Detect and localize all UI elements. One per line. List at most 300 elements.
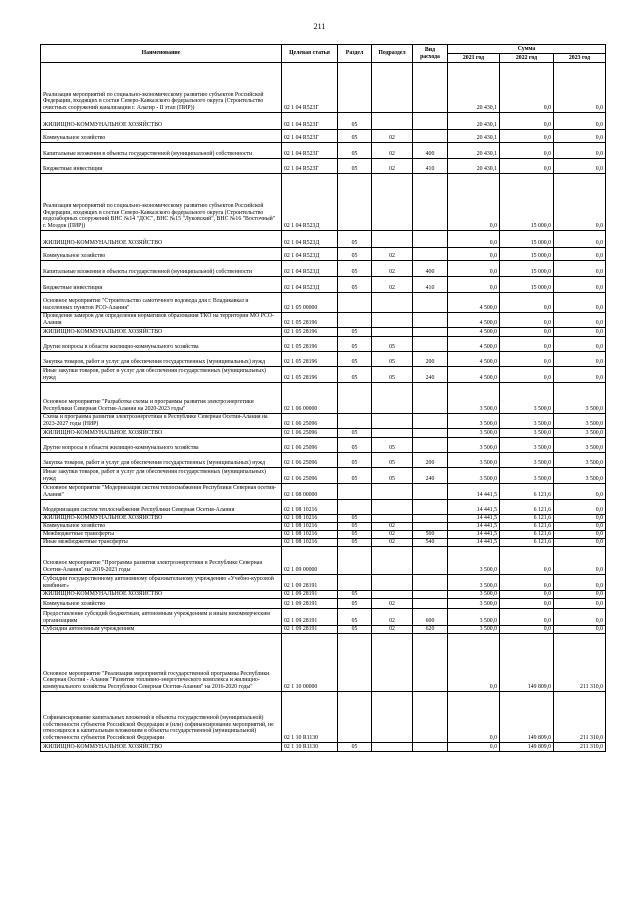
row-subsection: 05 bbox=[372, 337, 413, 352]
row-sum-2021: 20 430,1 bbox=[448, 63, 500, 113]
row-section: 05 bbox=[338, 143, 372, 159]
table-row bbox=[41, 383, 606, 414]
row-sum-2022: 3 500,0 bbox=[500, 383, 554, 414]
table-row bbox=[41, 328, 606, 337]
table-row bbox=[41, 453, 606, 468]
row-target-code: 02 1 04 R523Д bbox=[282, 231, 338, 248]
row-sum-2022: 149 809,0 bbox=[500, 692, 554, 743]
row-sum-2022: 6 121,6 bbox=[500, 539, 554, 547]
row-sum-2021: 0,0 bbox=[448, 277, 500, 293]
row-sum-2022: 0,0 bbox=[500, 547, 554, 575]
row-subsection: 02 bbox=[372, 130, 413, 143]
row-name: Субсидии автономным учреждениям bbox=[41, 626, 282, 634]
row-section: 05 bbox=[338, 599, 372, 609]
table-row bbox=[41, 484, 606, 500]
row-sum-2023: 0,0 bbox=[554, 248, 606, 261]
row-target-code: 02 1 04 R523Д bbox=[282, 174, 338, 231]
row-target-code: 02 1 04 R523Д bbox=[282, 261, 338, 277]
row-sum-2022: 15 000,0 bbox=[500, 248, 554, 261]
row-target-code: 02 1 08 00000 bbox=[282, 484, 338, 500]
row-sum-2023: 0,0 bbox=[554, 539, 606, 547]
row-target-code: 02 1 08 10216 bbox=[282, 515, 338, 523]
table-row bbox=[41, 575, 606, 591]
row-section bbox=[338, 575, 372, 591]
header-year-2022: 2022 год bbox=[500, 54, 554, 63]
row-target-code: 02 1 09 28191 bbox=[282, 575, 338, 591]
row-expense-type: 240 bbox=[413, 367, 448, 383]
table-row bbox=[41, 231, 606, 248]
row-sum-2023: 0,0 bbox=[554, 591, 606, 599]
row-section: 05 bbox=[338, 113, 372, 130]
row-name: Предоставление субсидий бюджетным, автономным учреждениям и иным некоммерческим организациям bbox=[41, 609, 282, 626]
row-target-code: 02 1 05 00000 bbox=[282, 293, 338, 313]
row-subsection bbox=[372, 293, 413, 313]
row-target-code: 02 1 06 25096 bbox=[282, 438, 338, 453]
page-number: 211 bbox=[313, 22, 326, 31]
row-name: Межбюджетные трансферты bbox=[41, 531, 282, 539]
row-sum-2021: 14 441,5 bbox=[448, 515, 500, 523]
header-year-2023: 2023 год bbox=[554, 54, 606, 63]
row-subsection bbox=[372, 429, 413, 438]
row-name: Иные закупки товаров, работ и услуг для обеспечения государственных (муниципальных) нужд bbox=[41, 468, 282, 484]
row-subsection: 05 bbox=[372, 468, 413, 484]
row-name: Иные закупки товаров, работ и услуг для обеспечения государственных (муниципальных) нужд bbox=[41, 367, 282, 383]
row-subsection: 05 bbox=[372, 367, 413, 383]
row-sum-2021: 14 441,5 bbox=[448, 531, 500, 539]
row-expense-type bbox=[413, 438, 448, 453]
row-section: 05 bbox=[338, 159, 372, 174]
row-section: 05 bbox=[338, 523, 372, 531]
row-subsection: 02 bbox=[372, 143, 413, 159]
row-sum-2022: 15 000,0 bbox=[500, 174, 554, 231]
header-expense-type: Вид расхода bbox=[413, 45, 448, 63]
row-name: Основное мероприятие "Модернизация систем теплоснабжения Республики Северная осетия-Алания" bbox=[41, 484, 282, 500]
row-section bbox=[338, 634, 372, 692]
row-target-code: 02 1 09 28191 bbox=[282, 591, 338, 599]
row-sum-2023: 3 500,0 bbox=[554, 468, 606, 484]
row-name: Основное мероприятие "Строительство самотечного водовода для г. Владикавказ и населенных пунктов РСО-Алания" bbox=[41, 293, 282, 313]
row-sum-2021: 4 500,0 bbox=[448, 352, 500, 367]
row-subsection bbox=[372, 383, 413, 414]
row-sum-2021: 14 441,5 bbox=[448, 500, 500, 515]
row-sum-2022: 0,0 bbox=[500, 626, 554, 634]
row-sum-2022: 15 000,0 bbox=[500, 277, 554, 293]
row-sum-2022: 0,0 bbox=[500, 599, 554, 609]
row-name: Другие вопросы в области жилищно-коммунального хозяйства bbox=[41, 438, 282, 453]
row-section bbox=[338, 293, 372, 313]
row-sum-2022: 6 121,6 bbox=[500, 484, 554, 500]
row-name: Коммунальное хозяйство bbox=[41, 599, 282, 609]
row-subsection: 02 bbox=[372, 599, 413, 609]
row-sum-2023: 0,0 bbox=[554, 484, 606, 500]
row-sum-2021: 0,0 bbox=[448, 743, 500, 752]
row-target-code: 02 1 05 28196 bbox=[282, 313, 338, 328]
table-row bbox=[41, 277, 606, 293]
row-name: Иные межбюджетные трансферты bbox=[41, 539, 282, 547]
row-sum-2023: 211 310,0 bbox=[554, 743, 606, 752]
row-name: Основное мероприятие "Программа развития электроэнергетики в Республике Северная Осетия-Алания" на 2019-2023 годы bbox=[41, 547, 282, 575]
row-subsection bbox=[372, 313, 413, 328]
row-target-code: 02 1 05 28196 bbox=[282, 367, 338, 383]
row-section: 05 bbox=[338, 539, 372, 547]
table-body bbox=[41, 63, 606, 752]
row-subsection: 02 bbox=[372, 277, 413, 293]
row-sum-2023: 211 310,0 bbox=[554, 634, 606, 692]
row-section bbox=[338, 547, 372, 575]
row-name: ЖИЛИЩНО-КОММУНАЛЬНОЕ ХОЗЯЙСТВО bbox=[41, 429, 282, 438]
row-expense-type: 600 bbox=[413, 609, 448, 626]
table-row bbox=[41, 429, 606, 438]
row-target-code: 02 1 06 25096 bbox=[282, 429, 338, 438]
row-subsection: 05 bbox=[372, 438, 413, 453]
row-sum-2021: 0,0 bbox=[448, 261, 500, 277]
row-section: 05 bbox=[338, 453, 372, 468]
row-target-code: 02 1 04 R523Г bbox=[282, 130, 338, 143]
row-expense-type: 540 bbox=[413, 539, 448, 547]
row-name: Схема и программа развития электроэнергетики в Республике Северная Осетия-Алания на 2023-2027 годы (НИР) bbox=[41, 414, 282, 429]
row-sum-2021: 4 500,0 bbox=[448, 293, 500, 313]
row-expense-type bbox=[413, 500, 448, 515]
row-subsection bbox=[372, 692, 413, 743]
row-sum-2022: 3 500,0 bbox=[500, 429, 554, 438]
row-sum-2023: 3 500,0 bbox=[554, 429, 606, 438]
row-target-code: 02 1 04 R523Г bbox=[282, 63, 338, 113]
row-sum-2022: 0,0 bbox=[500, 113, 554, 130]
row-sum-2023: 0,0 bbox=[554, 293, 606, 313]
row-sum-2022: 3 500,0 bbox=[500, 414, 554, 429]
table-row bbox=[41, 174, 606, 231]
row-expense-type: 410 bbox=[413, 277, 448, 293]
row-name: ЖИЛИЩНО-КОММУНАЛЬНОЕ ХОЗЯЙСТВО bbox=[41, 591, 282, 599]
row-section: 05 bbox=[338, 328, 372, 337]
row-sum-2022: 0,0 bbox=[500, 63, 554, 113]
row-subsection bbox=[372, 575, 413, 591]
row-section: 05 bbox=[338, 367, 372, 383]
row-section: 05 bbox=[338, 231, 372, 248]
row-section: 05 bbox=[338, 591, 372, 599]
row-target-code: 02 1 09 28191 bbox=[282, 609, 338, 626]
row-section: 05 bbox=[338, 468, 372, 484]
row-target-code: 02 1 06 00000 bbox=[282, 383, 338, 414]
row-expense-type bbox=[413, 591, 448, 599]
row-sum-2023: 0,0 bbox=[554, 63, 606, 113]
row-expense-type bbox=[413, 429, 448, 438]
row-target-code: 02 1 08 10216 bbox=[282, 539, 338, 547]
table-row bbox=[41, 599, 606, 609]
row-expense-type: 620 bbox=[413, 626, 448, 634]
row-expense-type bbox=[413, 293, 448, 313]
row-expense-type bbox=[413, 523, 448, 531]
row-expense-type bbox=[413, 248, 448, 261]
row-sum-2022: 0,0 bbox=[500, 337, 554, 352]
row-expense-type bbox=[413, 575, 448, 591]
header-target: Целевая статья bbox=[282, 45, 338, 63]
table-row bbox=[41, 313, 606, 328]
row-expense-type: 240 bbox=[413, 468, 448, 484]
row-section: 05 bbox=[338, 429, 372, 438]
table-row bbox=[41, 500, 606, 515]
row-sum-2021: 0,0 bbox=[448, 634, 500, 692]
row-expense-type bbox=[413, 599, 448, 609]
table-row bbox=[41, 113, 606, 130]
row-sum-2023: 0,0 bbox=[554, 367, 606, 383]
table-row bbox=[41, 130, 606, 143]
row-subsection: 02 bbox=[372, 261, 413, 277]
row-section bbox=[338, 313, 372, 328]
row-sum-2021: 3 500,0 bbox=[448, 438, 500, 453]
row-target-code: 02 1 09 28191 bbox=[282, 599, 338, 609]
row-subsection bbox=[372, 484, 413, 500]
row-subsection bbox=[372, 63, 413, 113]
row-target-code: 02 1 04 R523Г bbox=[282, 113, 338, 130]
row-target-code: 02 1 05 28196 bbox=[282, 337, 338, 352]
row-sum-2023: 0,0 bbox=[554, 515, 606, 523]
row-sum-2023: 0,0 bbox=[554, 328, 606, 337]
table-row bbox=[41, 261, 606, 277]
table-row bbox=[41, 634, 606, 692]
row-sum-2023: 0,0 bbox=[554, 174, 606, 231]
row-target-code: 02 1 09 00000 bbox=[282, 547, 338, 575]
row-subsection: 05 bbox=[372, 352, 413, 367]
row-section: 05 bbox=[338, 438, 372, 453]
row-subsection bbox=[372, 743, 413, 752]
row-name: Закупка товаров, работ и услуг для обеспечения государственных (муниципальных) нужд bbox=[41, 352, 282, 367]
row-sum-2021: 3 500,0 bbox=[448, 591, 500, 599]
row-expense-type bbox=[413, 313, 448, 328]
row-section bbox=[338, 484, 372, 500]
row-sum-2021: 20 430,1 bbox=[448, 159, 500, 174]
row-sum-2021: 3 500,0 bbox=[448, 453, 500, 468]
table-row bbox=[41, 609, 606, 626]
row-sum-2021: 3 500,0 bbox=[448, 599, 500, 609]
row-name: Бюджетные инвестиции bbox=[41, 159, 282, 174]
table-row bbox=[41, 515, 606, 523]
table-row bbox=[41, 547, 606, 575]
row-sum-2021: 4 500,0 bbox=[448, 367, 500, 383]
row-sum-2021: 3 500,0 bbox=[448, 547, 500, 575]
row-name: ЖИЛИЩНО-КОММУНАЛЬНОЕ ХОЗЯЙСТВО bbox=[41, 231, 282, 248]
row-name: Реализация мероприятий по социально-экономическому развитию субъектов Российской Федерации, входящих в состав Северо-Кавказского федерального округа (Строительство очистных сооружений канализации г. Алагир - II этап (ПИР)) bbox=[41, 63, 282, 113]
row-sum-2023: 0,0 bbox=[554, 113, 606, 130]
row-section: 05 bbox=[338, 337, 372, 352]
row-sum-2021: 0,0 bbox=[448, 174, 500, 231]
row-sum-2022: 0,0 bbox=[500, 609, 554, 626]
row-subsection: 02 bbox=[372, 531, 413, 539]
row-target-code: 02 1 06 25096 bbox=[282, 414, 338, 429]
budget-table bbox=[40, 44, 606, 752]
row-sum-2023: 0,0 bbox=[554, 159, 606, 174]
row-expense-type bbox=[413, 515, 448, 523]
row-sum-2021: 4 500,0 bbox=[448, 313, 500, 328]
row-sum-2023: 211 310,0 bbox=[554, 692, 606, 743]
row-name: Софинансирование капитальных вложений в объекты государственной (муниципальной) собственности субъектов Российской Федерации и (или) софинансирование мероприятий, не относящихся к капитальным вложениям в объекты государственной (муниципальной) собственности субъектов Российской Федерации bbox=[41, 692, 282, 743]
row-sum-2023: 0,0 bbox=[554, 130, 606, 143]
row-sum-2022: 3 500,0 bbox=[500, 468, 554, 484]
row-sum-2021: 3 500,0 bbox=[448, 468, 500, 484]
row-name: Капитальные вложения в объекты государственной (муниципальной) собственности bbox=[41, 261, 282, 277]
row-target-code: 02 1 10 00000 bbox=[282, 634, 338, 692]
row-name: Коммунальное хозяйство bbox=[41, 130, 282, 143]
row-sum-2022: 15 000,0 bbox=[500, 261, 554, 277]
row-subsection: 02 bbox=[372, 626, 413, 634]
row-target-code: 02 1 04 R523Д bbox=[282, 277, 338, 293]
row-sum-2023: 3 500,0 bbox=[554, 414, 606, 429]
row-name: Коммунальное хозяйство bbox=[41, 523, 282, 531]
row-name: Основное мероприятие "Реализация мероприятий государственной программы Республики Северная Осетия - Алания "Развитие топливно-энергетического комплекса и жилищно-коммунального хозяйства Республики Северная Осетия-Алания" на 2016-2020 годы" bbox=[41, 634, 282, 692]
row-target-code: 02 1 04 R523Г bbox=[282, 143, 338, 159]
row-sum-2022: 0,0 bbox=[500, 130, 554, 143]
row-expense-type bbox=[413, 337, 448, 352]
row-expense-type bbox=[413, 130, 448, 143]
row-section: 05 bbox=[338, 248, 372, 261]
row-sum-2022: 0,0 bbox=[500, 367, 554, 383]
row-sum-2023: 0,0 bbox=[554, 337, 606, 352]
row-sum-2021: 3 500,0 bbox=[448, 575, 500, 591]
table-row bbox=[41, 692, 606, 743]
row-name: Другие вопросы в области жилищно-коммунального хозяйства bbox=[41, 337, 282, 352]
row-sum-2023: 0,0 bbox=[554, 352, 606, 367]
row-section bbox=[338, 383, 372, 414]
row-sum-2023: 0,0 bbox=[554, 261, 606, 277]
row-sum-2023: 3 500,0 bbox=[554, 438, 606, 453]
row-section: 05 bbox=[338, 130, 372, 143]
row-sum-2021: 20 430,1 bbox=[448, 130, 500, 143]
table-row bbox=[41, 159, 606, 174]
header-year-2021: 2021 год bbox=[448, 54, 500, 63]
row-sum-2023: 0,0 bbox=[554, 547, 606, 575]
row-sum-2021: 0,0 bbox=[448, 248, 500, 261]
row-sum-2021: 0,0 bbox=[448, 231, 500, 248]
row-sum-2023: 0,0 bbox=[554, 231, 606, 248]
table-header bbox=[41, 45, 606, 63]
row-name: ЖИЛИЩНО-КОММУНАЛЬНОЕ ХОЗЯЙСТВО bbox=[41, 743, 282, 752]
row-section: 05 bbox=[338, 515, 372, 523]
row-expense-type bbox=[413, 692, 448, 743]
row-sum-2022: 3 500,0 bbox=[500, 453, 554, 468]
row-sum-2023: 0,0 bbox=[554, 500, 606, 515]
row-expense-type: 400 bbox=[413, 261, 448, 277]
row-sum-2023: 0,0 bbox=[554, 313, 606, 328]
row-expense-type bbox=[413, 634, 448, 692]
row-expense-type bbox=[413, 174, 448, 231]
row-sum-2022: 0,0 bbox=[500, 293, 554, 313]
row-expense-type: 410 bbox=[413, 159, 448, 174]
row-sum-2022: 6 121,6 bbox=[500, 500, 554, 515]
row-target-code: 02 1 05 28196 bbox=[282, 328, 338, 337]
row-sum-2021: 4 500,0 bbox=[448, 328, 500, 337]
row-expense-type bbox=[413, 63, 448, 113]
row-section bbox=[338, 174, 372, 231]
table-row bbox=[41, 539, 606, 547]
table-row bbox=[41, 352, 606, 367]
row-expense-type: 200 bbox=[413, 352, 448, 367]
row-sum-2023: 0,0 bbox=[554, 599, 606, 609]
row-section bbox=[338, 414, 372, 429]
row-sum-2023: 3 500,0 bbox=[554, 383, 606, 414]
row-section: 05 bbox=[338, 743, 372, 752]
row-sum-2023: 0,0 bbox=[554, 626, 606, 634]
row-subsection bbox=[372, 113, 413, 130]
row-name: Закупка товаров, работ и услуг для обеспечения государственных (муниципальных) нужд bbox=[41, 453, 282, 468]
row-section: 05 bbox=[338, 626, 372, 634]
row-sum-2023: 3 500,0 bbox=[554, 453, 606, 468]
header-subsection: Подраздел bbox=[372, 45, 413, 63]
row-sum-2021: 3 500,0 bbox=[448, 383, 500, 414]
row-sum-2021: 14 441,5 bbox=[448, 484, 500, 500]
row-target-code: 02 1 09 28191 bbox=[282, 626, 338, 634]
row-sum-2022: 6 121,6 bbox=[500, 531, 554, 539]
row-subsection bbox=[372, 174, 413, 231]
row-sum-2021: 3 500,0 bbox=[448, 429, 500, 438]
row-target-code: 02 1 06 25096 bbox=[282, 453, 338, 468]
table-row bbox=[41, 438, 606, 453]
row-subsection bbox=[372, 547, 413, 575]
row-sum-2021: 14 441,5 bbox=[448, 523, 500, 531]
row-subsection: 02 bbox=[372, 609, 413, 626]
row-sum-2022: 0,0 bbox=[500, 575, 554, 591]
row-subsection bbox=[372, 634, 413, 692]
row-subsection: 02 bbox=[372, 159, 413, 174]
row-name: ЖИЛИЩНО-КОММУНАЛЬНОЕ ХОЗЯЙСТВО bbox=[41, 113, 282, 130]
row-subsection bbox=[372, 328, 413, 337]
row-section: 05 bbox=[338, 261, 372, 277]
row-sum-2022: 0,0 bbox=[500, 328, 554, 337]
row-expense-type: 400 bbox=[413, 143, 448, 159]
row-target-code: 02 1 10 R1130 bbox=[282, 692, 338, 743]
row-sum-2021: 0,0 bbox=[448, 692, 500, 743]
table-row bbox=[41, 337, 606, 352]
row-sum-2023: 0,0 bbox=[554, 523, 606, 531]
row-name: Проведение замеров для определения нормативов образования ТКО на территории МО РСО-Алания bbox=[41, 313, 282, 328]
row-target-code: 02 1 08 10216 bbox=[282, 500, 338, 515]
row-name: Субсидии государственному автономному образовательному учреждению «Учебно-курсовой комбинат» bbox=[41, 575, 282, 591]
row-section: 05 bbox=[338, 352, 372, 367]
table-row bbox=[41, 293, 606, 313]
row-sum-2023: 0,0 bbox=[554, 609, 606, 626]
row-sum-2023: 0,0 bbox=[554, 531, 606, 539]
row-subsection: 05 bbox=[372, 453, 413, 468]
row-sum-2022: 3 500,0 bbox=[500, 438, 554, 453]
row-subsection: 02 bbox=[372, 539, 413, 547]
header-sum: Сумма bbox=[448, 45, 606, 54]
row-expense-type: 200 bbox=[413, 453, 448, 468]
table-row bbox=[41, 591, 606, 599]
row-expense-type bbox=[413, 231, 448, 248]
row-target-code: 02 1 08 10216 bbox=[282, 531, 338, 539]
row-expense-type bbox=[413, 484, 448, 500]
row-section bbox=[338, 500, 372, 515]
row-name: Модернизация систем теплоснабжения Республики Северная Осетия-Алания bbox=[41, 500, 282, 515]
table-row bbox=[41, 143, 606, 159]
row-name: Реализация мероприятий по социально-экономическому развитию субъектов Российской Федерации, входящих в состав Северо-Кавказского федерального округа (Строительство водозаборных сооружений ВНС №14 "ДОС", ВНС №15 "Луковский", ВНС №16 "Восточный" г. Моздок (ПИР)) bbox=[41, 174, 282, 231]
table-row bbox=[41, 248, 606, 261]
table-row bbox=[41, 626, 606, 634]
row-expense-type: 500 bbox=[413, 531, 448, 539]
row-sum-2022: 6 121,6 bbox=[500, 515, 554, 523]
row-expense-type bbox=[413, 547, 448, 575]
row-subsection bbox=[372, 500, 413, 515]
row-sum-2022: 149 809,0 bbox=[500, 743, 554, 752]
row-name: Основное мероприятие "Разработка схемы и программы развития электроэнергетики Республики Северная Осетия-Алания на 2020-2023 годы" bbox=[41, 383, 282, 414]
row-sum-2022: 0,0 bbox=[500, 159, 554, 174]
row-sum-2022: 0,0 bbox=[500, 352, 554, 367]
row-target-code: 02 1 08 10216 bbox=[282, 523, 338, 531]
row-sum-2022: 15 000,0 bbox=[500, 231, 554, 248]
row-subsection bbox=[372, 515, 413, 523]
row-section bbox=[338, 63, 372, 113]
row-subsection bbox=[372, 414, 413, 429]
row-target-code: 02 1 04 R523Д bbox=[282, 248, 338, 261]
